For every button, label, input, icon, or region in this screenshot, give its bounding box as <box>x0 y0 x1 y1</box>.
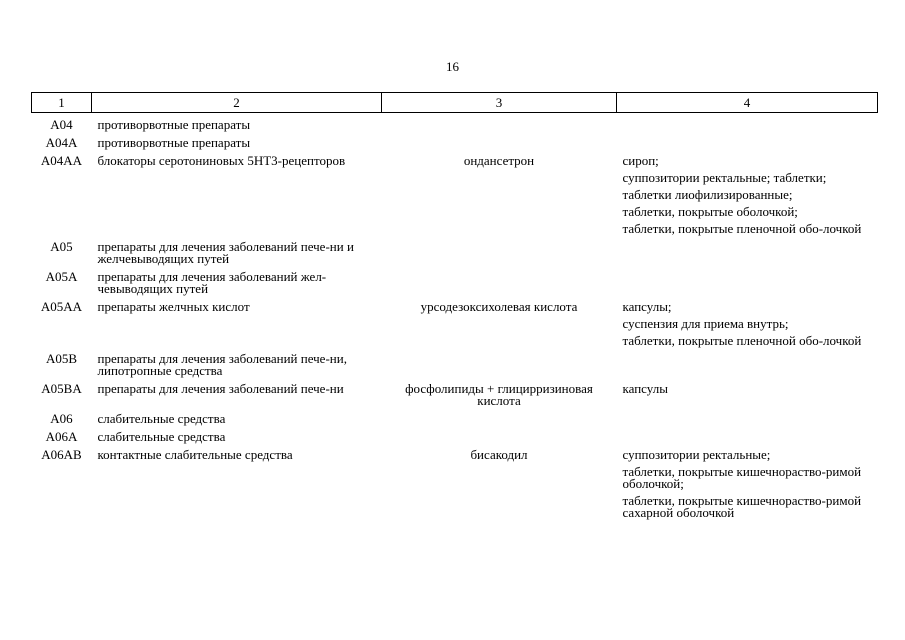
drug-name <box>382 113 617 133</box>
table-row <box>32 444 878 520</box>
group-description: блокаторы серотониновых 5HT3-рецепторов <box>97 153 346 168</box>
dosage-form-item: суспензия для приема внутрь; <box>622 316 789 331</box>
drug-name <box>382 426 617 444</box>
dosage-forms <box>617 444 878 520</box>
table-row <box>32 150 878 236</box>
dosage-form-item: таблетки, покрытые пленочной обо-лочкой <box>622 221 862 236</box>
dosage-form-item: сироп; <box>622 153 659 168</box>
atc-code: A04AA <box>40 153 83 168</box>
dosage-forms <box>617 132 878 150</box>
dosage-forms <box>617 266 878 296</box>
dosage-forms <box>617 236 878 266</box>
drug-name <box>382 266 617 296</box>
drug-name <box>382 348 617 378</box>
drug-name: урсодезоксихолевая кислота <box>420 299 578 314</box>
page-number: 16 <box>446 59 459 74</box>
drug-name <box>382 408 617 426</box>
dosage-form-item: таблетки, покрытые оболочкой; <box>622 204 798 219</box>
table-row <box>32 408 878 426</box>
dosage-form-item: таблетки лиофилизированные; <box>622 187 793 202</box>
header-col-2: 2 <box>92 93 382 113</box>
drug-table <box>31 92 878 520</box>
dosage-form-item: суппозитории ректальные; таблетки; <box>622 170 827 185</box>
atc-code: A05AA <box>40 299 83 314</box>
dosage-forms <box>617 150 878 236</box>
atc-code: A04 <box>50 117 73 132</box>
drug-name: фосфолипиды + глицирризиновая кислота <box>405 381 593 408</box>
drug-name <box>382 132 617 150</box>
group-description: препараты для лечения заболеваний жел-чевыводящих путей <box>97 269 327 296</box>
dosage-form-item: капсулы; <box>622 299 672 314</box>
dosage-forms <box>617 378 878 408</box>
group-description: препараты для лечения заболеваний пече-ни, липотропные средства <box>97 351 347 378</box>
group-description: слабительные средства <box>97 429 226 444</box>
group-description: противорвотные препараты <box>97 135 251 150</box>
atc-code: A05A <box>45 269 78 284</box>
dosage-forms <box>617 408 878 426</box>
dosage-form-item: таблетки, покрытые кишечнораство-римой оболочкой; <box>622 464 862 491</box>
dosage-form-item: таблетки, покрытые пленочной обо-лочкой <box>622 333 862 348</box>
group-description: препараты для лечения заболеваний пече-ни и желчевыводящих путей <box>97 239 354 266</box>
table-row <box>32 426 878 444</box>
table-row <box>32 296 878 348</box>
group-description: противорвотные препараты <box>97 117 251 132</box>
group-description: препараты желчных кислот <box>97 299 250 314</box>
dosage-forms <box>617 348 878 378</box>
atc-code: A06AB <box>41 447 82 462</box>
dosage-forms <box>617 113 878 133</box>
dosage-form-item: суппозитории ректальные; <box>622 447 771 462</box>
dosage-forms <box>617 296 878 348</box>
table-header-row <box>32 93 878 113</box>
drug-name: бисакодил <box>470 447 528 462</box>
atc-code: A05BA <box>41 381 82 396</box>
header-col-3: 3 <box>382 93 617 113</box>
table-row <box>32 266 878 296</box>
drug-name: ондансетрон <box>463 153 535 168</box>
atc-code: A06 <box>50 411 73 426</box>
atc-code: A05B <box>45 351 78 366</box>
dosage-form-item: капсулы <box>622 381 668 396</box>
header-col-4: 4 <box>617 93 878 113</box>
group-description: слабительные средства <box>97 411 226 426</box>
group-description: препараты для лечения заболеваний пече-ни <box>97 381 344 396</box>
table-body <box>32 113 878 521</box>
dosage-form-item: таблетки, покрытые кишечнораство-римой сахарной оболочкой <box>622 493 862 520</box>
table-row <box>32 378 878 408</box>
drug-name <box>382 236 617 266</box>
atc-code: A06A <box>45 429 78 444</box>
table-row <box>32 348 878 378</box>
group-description: контактные слабительные средства <box>97 447 293 462</box>
table-row <box>32 113 878 133</box>
atc-code: A05 <box>50 239 73 254</box>
header-col-1: 1 <box>32 93 92 113</box>
dosage-forms <box>617 426 878 444</box>
table-row <box>32 236 878 266</box>
table-row <box>32 132 878 150</box>
atc-code: A04A <box>45 135 78 150</box>
